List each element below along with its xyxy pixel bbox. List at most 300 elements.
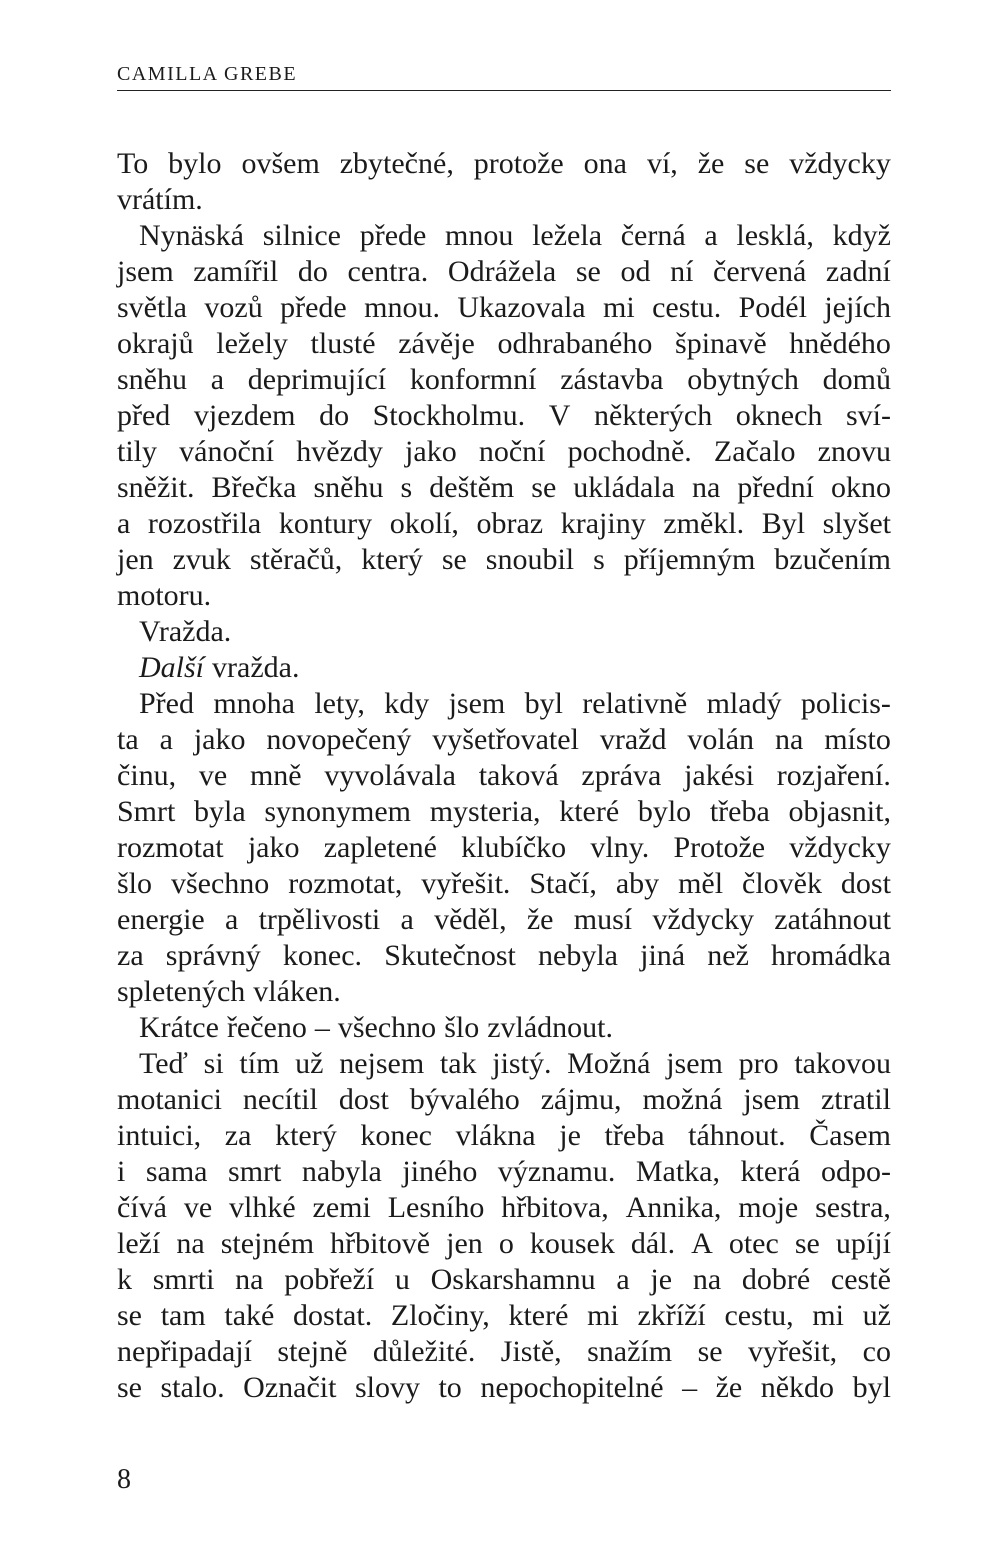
word: vláken. xyxy=(253,975,341,1008)
word: pro xyxy=(738,1047,779,1080)
word: o xyxy=(498,1227,514,1260)
word: ta xyxy=(117,723,139,756)
word: jako xyxy=(405,435,457,468)
word: ona xyxy=(583,147,627,180)
word: důležité. xyxy=(372,1335,476,1368)
word: Skutečnost xyxy=(384,939,516,972)
word: vozů xyxy=(204,291,263,324)
text-line xyxy=(117,362,891,398)
word: deprimující xyxy=(247,363,387,396)
word: se xyxy=(117,1371,142,1404)
word: trpělivosti xyxy=(258,903,381,936)
word: a xyxy=(616,1263,630,1296)
word: odpo- xyxy=(821,1155,891,1188)
word: A xyxy=(691,1227,713,1260)
word: stěračů, xyxy=(249,543,343,576)
text-line xyxy=(117,470,891,506)
word: vražd xyxy=(599,723,667,756)
word: rozostřila xyxy=(147,507,262,540)
word: motoru. xyxy=(117,579,212,612)
word: bzučením xyxy=(774,543,891,576)
word: zemi xyxy=(312,1191,371,1224)
word: a xyxy=(704,219,718,252)
word: na xyxy=(691,471,721,504)
word: Stockholmu. xyxy=(372,399,526,432)
word: jsem xyxy=(448,687,506,720)
word: jsem xyxy=(666,1047,723,1080)
word: zadní xyxy=(825,255,891,288)
word: člověk xyxy=(742,867,822,900)
word: Vražda. xyxy=(139,615,232,648)
word: Možná xyxy=(567,1047,651,1080)
word: Časem xyxy=(809,1119,891,1152)
word: se xyxy=(697,1335,723,1368)
text-line xyxy=(117,1190,891,1226)
word: také xyxy=(224,1299,275,1332)
text-line xyxy=(117,1046,891,1082)
word: Další xyxy=(139,651,205,684)
word: za xyxy=(224,1119,252,1152)
word: nabyla xyxy=(301,1155,382,1188)
word: Oskarshamnu xyxy=(430,1263,596,1296)
text-line xyxy=(117,830,891,866)
word: intuici, xyxy=(117,1119,202,1152)
word: tam xyxy=(160,1299,206,1332)
word: bylo xyxy=(168,147,222,180)
word: cestu. xyxy=(652,291,722,324)
word: Teď xyxy=(139,1047,188,1080)
word: mi xyxy=(812,1299,844,1332)
word: – xyxy=(314,1011,330,1044)
word: mnou. xyxy=(364,291,440,324)
word: oknech xyxy=(735,399,823,432)
word: mi xyxy=(603,291,635,324)
word: už xyxy=(862,1299,891,1332)
word: které xyxy=(559,795,620,828)
word: sněhu xyxy=(313,471,384,504)
text-line xyxy=(117,182,891,218)
word: ní xyxy=(670,255,694,288)
word: musí xyxy=(573,903,633,936)
word: zatáhnout xyxy=(774,903,891,936)
text-line xyxy=(117,1298,891,1334)
text-line xyxy=(117,1154,891,1190)
word: byl xyxy=(524,687,563,720)
word: Protože xyxy=(673,831,766,864)
word: se xyxy=(531,471,557,504)
word: čívá xyxy=(117,1191,167,1224)
word: vyřešit, xyxy=(748,1335,838,1368)
word: Byl xyxy=(761,507,806,540)
word: šlo xyxy=(444,1011,480,1044)
word: dost xyxy=(840,867,891,900)
word: nepřipadají xyxy=(117,1335,252,1368)
text-line xyxy=(117,650,891,686)
text-line xyxy=(117,1334,891,1370)
text-line xyxy=(117,506,891,542)
text-line xyxy=(117,1118,891,1154)
word: mnou xyxy=(445,219,514,252)
word: ovšem xyxy=(241,147,320,180)
word: s xyxy=(593,543,605,576)
word: necítil xyxy=(242,1083,318,1116)
word: přede xyxy=(280,291,347,324)
word: lesklá, xyxy=(736,219,814,252)
word: ležely xyxy=(216,327,288,360)
word: vlákna xyxy=(455,1119,536,1152)
word: Annika, xyxy=(625,1191,722,1224)
word: Jistě, xyxy=(500,1335,562,1368)
word: do xyxy=(297,255,328,288)
word: vyřešit. xyxy=(421,867,511,900)
word: vjezdem xyxy=(193,399,296,432)
word: Matka, xyxy=(635,1155,720,1188)
word: kousek xyxy=(529,1227,615,1260)
word: za xyxy=(117,939,144,972)
word: Lesního xyxy=(387,1191,485,1224)
word: energie xyxy=(117,903,205,936)
word: přední xyxy=(737,471,814,504)
text-line xyxy=(117,254,891,290)
word: slovy xyxy=(354,1371,420,1404)
word: před xyxy=(117,399,171,432)
word: obraz xyxy=(476,507,544,540)
text-line xyxy=(117,398,891,434)
word: Smrt xyxy=(117,795,176,828)
word: když xyxy=(832,219,891,252)
word: místo xyxy=(824,723,891,756)
word: zamířil xyxy=(193,255,279,288)
word: jen xyxy=(446,1227,483,1260)
word: slyšet xyxy=(822,507,891,540)
word: táhnout. xyxy=(688,1119,786,1152)
word: otec xyxy=(728,1227,779,1260)
word: cestu, xyxy=(724,1299,794,1332)
word: že xyxy=(526,903,554,936)
word: věděl, xyxy=(434,903,507,936)
word: novopečený xyxy=(266,723,412,756)
word: stejném xyxy=(220,1227,315,1260)
word: a xyxy=(159,723,173,756)
word: ztratil xyxy=(820,1083,891,1116)
word: vánoční xyxy=(179,435,275,468)
word: jiná xyxy=(640,939,686,972)
word: vražda. xyxy=(212,651,300,684)
text-line xyxy=(117,1226,891,1262)
word: okrajů xyxy=(117,327,194,360)
word: volán xyxy=(687,723,755,756)
word: zvládnout. xyxy=(487,1011,614,1044)
word: sněhu xyxy=(117,363,187,396)
word: co xyxy=(862,1335,891,1368)
word: špinavě xyxy=(675,327,767,360)
word: někdo xyxy=(760,1371,835,1404)
word: tak xyxy=(439,1047,477,1080)
word: a xyxy=(225,903,239,936)
word: noční xyxy=(478,435,546,468)
word: byl xyxy=(852,1371,891,1404)
word: lety, xyxy=(314,687,365,720)
word: snažím xyxy=(587,1335,673,1368)
word: odhrabaného xyxy=(497,327,653,360)
text-line xyxy=(117,686,891,722)
word: rozmotat, xyxy=(288,867,403,900)
word: synonymem xyxy=(264,795,412,828)
word: dobré xyxy=(741,1263,811,1296)
word: leží xyxy=(117,1227,161,1260)
word: mi xyxy=(587,1299,619,1332)
word: příjemným xyxy=(623,543,756,576)
word: červená xyxy=(713,255,807,288)
word: ve xyxy=(183,1191,213,1224)
word: deštěm xyxy=(429,471,515,504)
word: motanici xyxy=(117,1083,222,1116)
word: Krátce xyxy=(139,1011,219,1044)
word: tlusté xyxy=(310,327,376,360)
word: rozmotat xyxy=(117,831,224,864)
word: se xyxy=(575,255,601,288)
word: sví- xyxy=(845,399,891,432)
word: i xyxy=(117,1155,126,1188)
word: Odrážela xyxy=(447,255,557,288)
word: zapletené xyxy=(323,831,437,864)
word: si xyxy=(203,1047,224,1080)
word: s xyxy=(400,471,413,504)
word: moje xyxy=(738,1191,799,1224)
word: některých xyxy=(593,399,713,432)
word: krajiny xyxy=(560,507,646,540)
word: V xyxy=(548,399,571,432)
word: sestra, xyxy=(815,1191,891,1224)
word: tily xyxy=(117,435,158,468)
word: třeba xyxy=(604,1119,665,1152)
word: jistý. xyxy=(492,1047,552,1080)
word: vyvolávala xyxy=(324,759,456,792)
word: je xyxy=(650,1263,673,1296)
word: které xyxy=(508,1299,569,1332)
word: aby xyxy=(615,867,660,900)
word: od xyxy=(620,255,651,288)
word: hřbitově xyxy=(330,1227,431,1260)
word: ve xyxy=(198,759,228,792)
word: už xyxy=(295,1047,324,1080)
word: na xyxy=(692,1263,722,1296)
text-line xyxy=(117,1262,891,1298)
word: cestě xyxy=(830,1263,891,1296)
word: zbytečné, xyxy=(339,147,454,180)
word: objasnit, xyxy=(788,795,891,828)
word: světla xyxy=(117,291,187,324)
word: Podél xyxy=(738,291,807,324)
word: že xyxy=(697,147,725,180)
word: Před xyxy=(139,687,194,720)
word: vrátím. xyxy=(117,183,203,216)
word: kontury xyxy=(278,507,373,540)
word: mysteria, xyxy=(429,795,541,828)
word: a xyxy=(400,903,414,936)
word: nepochopitelné xyxy=(480,1371,664,1404)
word: kdy xyxy=(384,687,430,720)
word: možná xyxy=(642,1083,723,1116)
word: tím xyxy=(239,1047,280,1080)
word: policis- xyxy=(800,687,891,720)
word: na xyxy=(235,1263,264,1296)
word: snoubil xyxy=(485,543,575,576)
word: rozjaření. xyxy=(776,759,891,792)
word: se xyxy=(117,1299,142,1332)
word: že xyxy=(715,1371,743,1404)
text-line xyxy=(117,290,891,326)
word: zájmu, xyxy=(540,1083,622,1116)
word: mně xyxy=(249,759,302,792)
word: jako xyxy=(193,723,246,756)
word: jejích xyxy=(824,291,891,324)
word: a xyxy=(117,507,131,540)
word: protože xyxy=(473,147,564,180)
word: hvězdy xyxy=(296,435,383,468)
text-line xyxy=(117,578,891,614)
word: než xyxy=(707,939,749,972)
word: Zločiny, xyxy=(390,1299,490,1332)
word: která xyxy=(740,1155,801,1188)
word: hnědého xyxy=(789,327,891,360)
text-line xyxy=(117,218,891,254)
word: stejně xyxy=(277,1335,348,1368)
word: mladý xyxy=(706,687,782,720)
word: sama xyxy=(145,1155,208,1188)
word: bylo xyxy=(637,795,692,828)
word: přede xyxy=(359,219,427,252)
word: je xyxy=(559,1119,581,1152)
word: – xyxy=(682,1371,698,1404)
word: k xyxy=(117,1263,132,1296)
word: zpráva xyxy=(581,759,662,792)
word: centra. xyxy=(347,255,429,288)
word: domů xyxy=(822,363,891,396)
word: hřbitova, xyxy=(501,1191,609,1224)
body-text xyxy=(117,146,891,1406)
word: Označit xyxy=(243,1371,337,1404)
word: To xyxy=(117,147,149,180)
running-head: CAMILLA GREBE xyxy=(117,63,298,85)
text-line xyxy=(117,974,891,1010)
text-line xyxy=(117,146,891,182)
word: závěje xyxy=(398,327,475,360)
word: jiného xyxy=(402,1155,478,1188)
word: okno xyxy=(830,471,891,504)
text-line xyxy=(117,722,891,758)
word: významu. xyxy=(497,1155,616,1188)
word: silnice xyxy=(262,219,341,252)
word: jakési xyxy=(684,759,755,792)
word: na xyxy=(774,723,804,756)
text-line xyxy=(117,434,891,470)
word: obytných xyxy=(687,363,799,396)
word: pobřeží xyxy=(284,1263,375,1296)
word: vyšetřovatel xyxy=(432,723,579,756)
text-line xyxy=(117,1010,891,1046)
word: Začalo xyxy=(713,435,796,468)
word: vlny. xyxy=(590,831,650,864)
word: klubíčko xyxy=(461,831,567,864)
word: vždycky xyxy=(789,147,891,180)
word: měl xyxy=(678,867,724,900)
word: jsem xyxy=(743,1083,801,1116)
word: znovu xyxy=(817,435,891,468)
word: pochodně. xyxy=(567,435,692,468)
word: který xyxy=(275,1119,337,1152)
text-line xyxy=(117,794,891,830)
word: stalo. xyxy=(160,1371,225,1404)
word: dál. xyxy=(630,1227,676,1260)
word: na xyxy=(176,1227,205,1260)
word: třeba xyxy=(709,795,770,828)
text-line xyxy=(117,902,891,938)
word: konec xyxy=(360,1119,432,1152)
word: nejsem xyxy=(339,1047,425,1080)
word: černá xyxy=(620,219,686,252)
word: vlhké xyxy=(229,1191,296,1224)
word: spletených xyxy=(117,975,246,1008)
word: jen xyxy=(117,543,154,576)
word: se xyxy=(441,543,467,576)
word: správný xyxy=(165,939,261,972)
word: smrti xyxy=(152,1263,215,1296)
word: Ukazovala xyxy=(457,291,586,324)
word: ví, xyxy=(646,147,678,180)
word: šlo xyxy=(117,867,153,900)
word: řečeno xyxy=(226,1011,307,1044)
word: a xyxy=(210,363,225,396)
word: u xyxy=(394,1263,410,1296)
text-line xyxy=(117,614,891,650)
word: Nynäská xyxy=(139,219,244,252)
text-line xyxy=(117,326,891,362)
word: byla xyxy=(194,795,246,828)
text-line xyxy=(117,1082,891,1118)
word: to xyxy=(438,1371,462,1404)
page-number: 8 xyxy=(117,1464,131,1495)
word: zástavba xyxy=(560,363,664,396)
word: nebyla xyxy=(538,939,618,972)
word: konformní xyxy=(409,363,537,396)
page-header xyxy=(117,62,891,91)
word: Břečka xyxy=(211,471,297,504)
word: změkl. xyxy=(663,507,745,540)
word: všechno xyxy=(337,1011,437,1044)
word: konec. xyxy=(282,939,363,972)
word: upíjí xyxy=(835,1227,891,1260)
word: se xyxy=(794,1227,820,1260)
word: takovou xyxy=(794,1047,891,1080)
word: se xyxy=(744,147,770,180)
word: hromádka xyxy=(771,939,891,972)
text-line xyxy=(117,866,891,902)
word: ležela xyxy=(532,219,603,252)
text-line xyxy=(117,758,891,794)
word: dostat. xyxy=(293,1299,373,1332)
word: činu, xyxy=(117,759,177,792)
word: relativně xyxy=(582,687,688,720)
word: taková xyxy=(478,759,559,792)
text-line xyxy=(117,1370,891,1406)
word: vždycky xyxy=(789,831,891,864)
word: do xyxy=(319,399,350,432)
word: dost xyxy=(338,1083,389,1116)
word: ukládala xyxy=(573,471,675,504)
text-line xyxy=(117,938,891,974)
word: jako xyxy=(247,831,300,864)
